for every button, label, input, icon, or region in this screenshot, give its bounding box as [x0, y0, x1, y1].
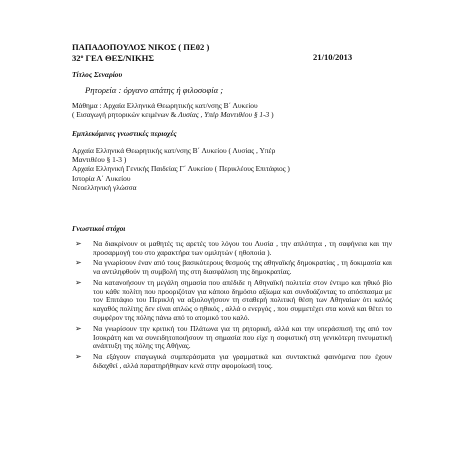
area-item: Αρχαία Ελληνική Γενικής Παιδείας Γ΄ Λυκείου ( Περικλέους Επιτάφιος )	[72, 164, 290, 174]
goal-item	[72, 240, 392, 258]
school-ordinal: ο	[80, 54, 84, 60]
arrow-bullet-icon: ➢	[75, 239, 82, 248]
goals-label: Γνωστικοί στόχοι	[72, 224, 126, 233]
goal-text: Να κατανοήσουν τη μεγάλη σημασία που απέδιδε η Αθηναϊκή πολιτεία στον έντιμο και ηθικό βίο του κάθε πολίτη που προοριζόταν για κάποιο δημόσιο αξίωμα και συνδυάζοντας το απόσπασμα με τον Επιτάφιο του Περικλή να αξιολογήσουν τη σταθερή πολιτική θέση των Αθηναίων ότι καλός καγαθός πολίτης δεν είναι απλώς ο ηθικός , αλλά ο ενεργός , που συμμετέχει στα κοινά και θέτει το συμφέρον της πόλης πάνω από το ατομικό του καλό.	[93, 277, 392, 323]
arrow-bullet-icon: ➢	[75, 277, 82, 287]
goal-text: Να γνωρίσουν έναν από τους βασικότερους θεσμούς της αθηναϊκής δημοκρατίας , τη δοκιμασία και να αντιληφθούν τη συμβολή της στη διασφάλιση της δημοκρατίας.	[93, 258, 392, 277]
course-text-ref: Λυσίας , Υπέρ Μαντιθέου § 1-3	[178, 110, 270, 120]
course-line-2	[72, 110, 392, 119]
arrow-bullet-icon: ➢	[75, 351, 82, 361]
arrow-bullet-icon: ➢	[75, 323, 82, 333]
goals-list	[72, 240, 392, 372]
area-item: Ιστορία Α΄ Λυκείου	[72, 173, 131, 183]
school-line	[72, 52, 154, 63]
scenario-label: Τίτλος Σεναρίου	[72, 70, 123, 79]
school-name: ΓΕΛ ΘΕΣ/ΝΙΚΗΣ	[83, 53, 154, 63]
area-item: Μαντιθέου § 1-3 )	[72, 155, 127, 165]
areas-label: Εμπλεκόμενες γνωστικές περιοχές	[72, 129, 177, 138]
areas-list	[72, 146, 392, 192]
goal-item	[72, 325, 392, 352]
goal-text: Να γνωρίσουν την κριτική του Πλάτωνα για τη ρητορική, αλλά και την υπεράσπισή της από τον Ισοκράτη και να συνειδητοποιήσουν τη σημασία που είχε η σοφιστική στη γενικότερη πνευματική ανάπτυξη της πόλης της Αθήνας.	[93, 323, 392, 351]
course-close: )	[269, 110, 274, 120]
course-line-1: Μάθημα : Αρχαία Ελληνικά Θεωρητικής κατ/νσης Β΄ Λυκείου	[72, 101, 258, 110]
course-info	[72, 101, 392, 119]
goal-item	[72, 279, 392, 324]
area-item: Νεοελληνική γλώσσα	[72, 182, 137, 192]
goal-item	[72, 353, 392, 371]
goal-item	[72, 259, 392, 277]
scenario-title: Ρητορεία : όργανο απάτης ή φιλοσοφία ;	[85, 85, 224, 95]
area-item: Αρχαία Ελληνικά Θεωρητικής κατ/νσης Β΄ Λυκείου ( Λυσίας , Υπέρ	[72, 146, 276, 155]
goal-text: Να εξάγουν επαγωγικά συμπεράσματα για γραμματικά και συντακτικά φαινόμενα που έχουν διδαχθεί , αλλά παρατηρήθηκαν κενά στην αφομοίωσή τους.	[93, 351, 392, 370]
author-line: ΠΑΠΑΔΟΠΟΥΛΟΣ ΝΙΚΟΣ ( ΠΕ02 )	[72, 42, 210, 52]
goal-text: Να διακρίνουν οι μαθητές τις αρετές του λόγου του Λυσία , την απλότητα , τη σαφήνεια και την προσαρμογή του στο χαρακτήρα των ομιλητών ( ηθοποιία ).	[93, 239, 392, 257]
document-date: 21/10/2013	[313, 52, 353, 62]
arrow-bullet-icon: ➢	[75, 258, 82, 268]
course-intro: ( Εισαγωγή ρητορικών κειμένων &	[72, 110, 179, 120]
school-number: 32	[72, 53, 81, 63]
